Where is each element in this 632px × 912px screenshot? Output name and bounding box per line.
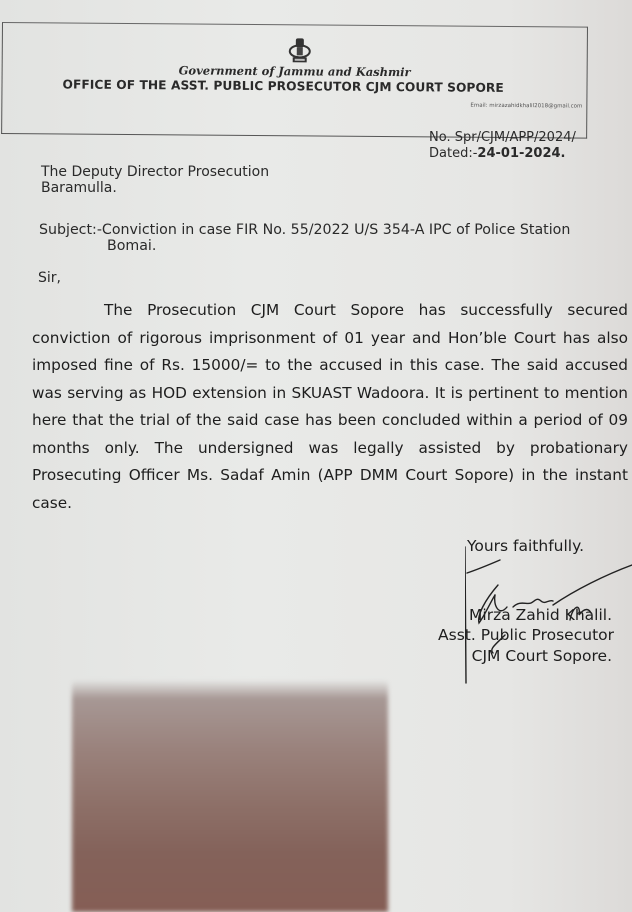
signature-block: [438, 536, 614, 666]
state-emblem-icon: [287, 37, 313, 65]
subject-line-2: Bomai.: [107, 238, 157, 254]
addressee-line-2: Baramulla.: [41, 180, 117, 196]
reference-number: No. Spr/CJM/APP/2024/: [429, 130, 576, 145]
government-title: Government of Jammu and Kashmir: [178, 63, 411, 80]
signatory-name: Mirza Zahid Khalil.: [469, 605, 612, 624]
office-title: OFFICE OF THE ASST. PUBLIC PROSECUTOR CJM COURT SOPORE: [62, 77, 504, 95]
letterhead: [1, 22, 588, 139]
date-label: Dated:-: [429, 146, 478, 161]
closing: Yours faithfully.: [466, 537, 584, 555]
date-value: 24-01-2024.: [477, 146, 566, 161]
subject-block: [39, 222, 629, 254]
office-email: Email: mirzazahidkhalil2018@gmail.com: [470, 102, 583, 110]
reference-block: [429, 130, 576, 162]
thumb-obstruction: [72, 680, 388, 912]
signatory-designation: Asst. Public Prosecutor: [438, 626, 614, 644]
addressee-line-1: The Deputy Director Prosecution: [41, 164, 270, 180]
addressee-block: [41, 164, 269, 196]
reference-date: [429, 146, 576, 162]
subject-line-1: Subject:-Conviction in case FIR No. 55/2022 U/S 354-A IPC of Police Station: [39, 222, 571, 238]
salutation: Sir,: [38, 270, 61, 286]
signatory-office: CJM Court Sopore.: [471, 646, 612, 665]
letter-body: The Prosecution CJM Court Sopore has successfully secured conviction of rigorous imprisonment of 01 year and Hon’ble Court has also imposed fine of Rs. 15000/= to the accused in this case. The said accused was serving as HOD extension in SKUAST Wadoora. It is pertinent to mention here that the trial of the said case has been concluded within a period of 09 months only. The undersigned was legally assisted by probationary Prosecuting Officer Ms. Sadaf Amin (APP DMM Court Sopore) in the instant case.: [32, 301, 628, 512]
